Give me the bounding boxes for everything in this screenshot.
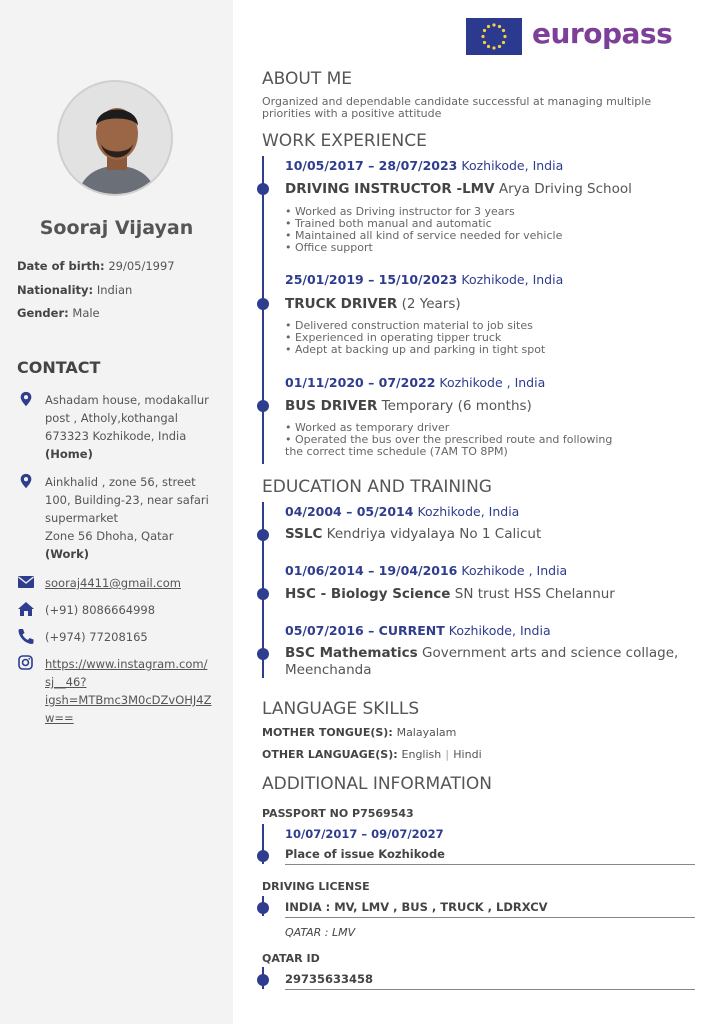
work-date-range: 01/11/2020 – 07/2022: [285, 375, 436, 390]
about-text: [262, 96, 651, 120]
education-entry: [285, 526, 541, 542]
work-dates: [285, 272, 563, 287]
timeline-dot: [257, 974, 269, 986]
divider: [285, 989, 695, 990]
education-entry: [285, 645, 678, 679]
home-address-line: post , Atholy,kothangal: [45, 411, 178, 425]
email-link[interactable]: sooraj4411@gmail.com: [45, 576, 181, 590]
license-india: INDIA : MV, LMV , BUS , TRUCK , LDRXCV: [285, 900, 548, 914]
license-qatar: QATAR : LMV: [285, 926, 356, 939]
edu-location: Kozhikode , India: [461, 563, 568, 578]
home-tag: (Home): [45, 447, 93, 461]
degree: SSLC: [285, 526, 323, 542]
timeline-dot: [257, 400, 269, 412]
job-title: DRIVING INSTRUCTOR -LMV: [285, 181, 495, 197]
work-role: [285, 296, 461, 312]
education-entry: [285, 586, 615, 602]
mother-tongue-value: Malayalam: [396, 726, 457, 739]
work-bullets: [285, 422, 612, 458]
timeline-dot: [257, 529, 269, 541]
employer: Arya Driving School: [498, 181, 632, 197]
location-pin-icon: [17, 473, 35, 489]
instagram-link-line: sj__46?: [45, 675, 87, 689]
passport-dates: [285, 827, 444, 841]
nationality-label: Nationality:: [17, 283, 94, 297]
timeline-dot: [257, 648, 269, 660]
employer: (2 Years): [401, 296, 461, 312]
timeline-dot: [257, 902, 269, 914]
instagram-link-line: igsh=MTBmc3M0cDZvOHJ4Z: [45, 693, 212, 707]
mother-tongue-label: MOTHER TONGUE(S):: [262, 726, 393, 739]
sidebar: [0, 0, 233, 1024]
timeline-dot: [257, 183, 269, 195]
phone-icon: [17, 628, 35, 644]
bullet: • Office support: [285, 241, 373, 254]
bullet: the correct time schedule (7AM TO 8PM): [285, 445, 508, 458]
education-heading: EDUCATION AND TRAINING: [262, 477, 492, 497]
language-item: English: [401, 748, 442, 761]
work-role: [285, 181, 632, 197]
work-address-line: Zone 56 Dhoha, Qatar: [45, 529, 174, 543]
about-line: priorities with a positive attitude: [262, 107, 442, 120]
bullet: • Maintained all kind of service needed for vehicle: [285, 229, 563, 242]
instagram-link[interactable]: [45, 655, 220, 727]
passport-date-range: 10/07/2017 – 09/07/2027: [285, 827, 444, 841]
work-heading: WORK EXPERIENCE: [262, 131, 427, 151]
work-address-line: Ainkhalid , zone 56, street: [45, 475, 196, 489]
instagram-icon: [17, 655, 35, 671]
bullet: • Experienced in operating tipper truck: [285, 331, 502, 344]
work-tag: (Work): [45, 547, 90, 561]
gender: [17, 306, 100, 320]
license-label: DRIVING LICENSE: [262, 880, 370, 893]
europass-logo: europass: [532, 17, 673, 50]
work-location: Kozhikode , India: [439, 375, 546, 390]
other-languages: [262, 748, 482, 761]
divider: [285, 917, 695, 918]
degree: BSC Mathematics: [285, 645, 418, 661]
language-item: Hindi: [453, 748, 482, 761]
nationality-value: Indian: [96, 283, 133, 297]
education-dates: [285, 623, 551, 638]
envelope-icon: [17, 574, 35, 590]
instagram-link-line: https://www.instagram.com/: [45, 657, 208, 671]
work-role: [285, 398, 532, 414]
edu-date-range: 04/2004 – 05/2014: [285, 504, 414, 519]
home-address-line: Ashadam house, modakallur: [45, 393, 209, 407]
location-pin-icon: [17, 391, 35, 407]
bullet: • Trained both manual and automatic: [285, 217, 492, 230]
school: Kendriya vidyalaya No 1 Calicut: [326, 526, 542, 542]
profile-photo: [59, 82, 173, 196]
other-languages-label: OTHER LANGUAGE(S):: [262, 748, 398, 761]
education-dates: [285, 563, 567, 578]
separator: |: [445, 748, 450, 761]
employer: Temporary (6 months): [381, 398, 532, 414]
date-of-birth: [17, 259, 175, 273]
passport-label: PASSPORT NO P7569543: [262, 807, 414, 820]
bullet: • Worked as temporary driver: [285, 421, 450, 434]
home-phone: (+91) 8086664998: [45, 603, 156, 617]
home-address-line: 673323 Kozhikode, India: [45, 429, 187, 443]
bullet: • Operated the bus over the prescribed route and following: [285, 433, 613, 446]
qatar-id-value: 29735633458: [285, 972, 374, 986]
work-bullets: [285, 206, 562, 254]
dob-value: 29/05/1997: [108, 259, 175, 273]
school: Government arts and science collage,: [421, 645, 679, 661]
nationality: [17, 283, 132, 297]
bullet: • Delivered construction material to job sites: [285, 319, 533, 332]
candidate-name: Sooraj Vijayan: [39, 217, 194, 239]
gender-label: Gender:: [17, 306, 69, 320]
qatar-id-label: QATAR ID: [262, 952, 320, 965]
gender-value: Male: [72, 306, 100, 320]
contact-heading: CONTACT: [17, 358, 101, 377]
eu-flag-icon: [466, 18, 522, 55]
work-address-line: 100, Building-23, near safari: [45, 493, 209, 507]
degree: HSC - Biology Science: [285, 586, 451, 602]
job-title: TRUCK DRIVER: [285, 296, 398, 312]
edu-date-range: 01/06/2014 – 19/04/2016: [285, 563, 458, 578]
edu-date-range: 05/07/2016 – CURRENT: [285, 623, 445, 638]
additional-heading: ADDITIONAL INFORMATION: [262, 774, 492, 794]
language-heading: LANGUAGE SKILLS: [262, 699, 420, 719]
work-date-range: 25/01/2019 – 15/10/2023: [285, 272, 458, 287]
mobile-phone: (+974) 77208165: [45, 630, 148, 644]
work-location: Kozhikode, India: [461, 272, 564, 287]
work-date-range: 10/05/2017 – 28/07/2023: [285, 158, 458, 173]
work-bullets: [285, 320, 545, 356]
work-timeline: [262, 156, 264, 464]
school: SN trust HSS Chelannur: [454, 586, 615, 602]
work-address-line: supermarket: [45, 511, 118, 525]
timeline-dot: [257, 588, 269, 600]
education-dates: [285, 504, 519, 519]
timeline-dot: [257, 298, 269, 310]
timeline-dot: [257, 850, 269, 862]
job-title: BUS DRIVER: [285, 398, 378, 414]
edu-location: Kozhikode, India: [417, 504, 520, 519]
instagram-link-line: w==: [45, 711, 74, 725]
avatar: [57, 80, 173, 196]
work-location: Kozhikode, India: [461, 158, 564, 173]
home-icon: [17, 601, 35, 617]
about-heading: ABOUT ME: [262, 69, 353, 89]
about-line: Organized and dependable candidate successful at managing multiple: [262, 95, 652, 108]
bullet: • Adept at backing up and parking in tight spot: [285, 343, 546, 356]
dob-label: Date of birth:: [17, 259, 105, 273]
mother-tongue: [262, 726, 456, 739]
work-dates: [285, 375, 545, 390]
work-dates: [285, 158, 563, 173]
school-line-2: Meenchanda: [285, 662, 372, 678]
edu-location: Kozhikode, India: [448, 623, 551, 638]
bullet: • Worked as Driving instructor for 3 years: [285, 205, 515, 218]
passport-place: Place of issue Kozhikode: [285, 847, 445, 861]
divider: [285, 864, 695, 865]
